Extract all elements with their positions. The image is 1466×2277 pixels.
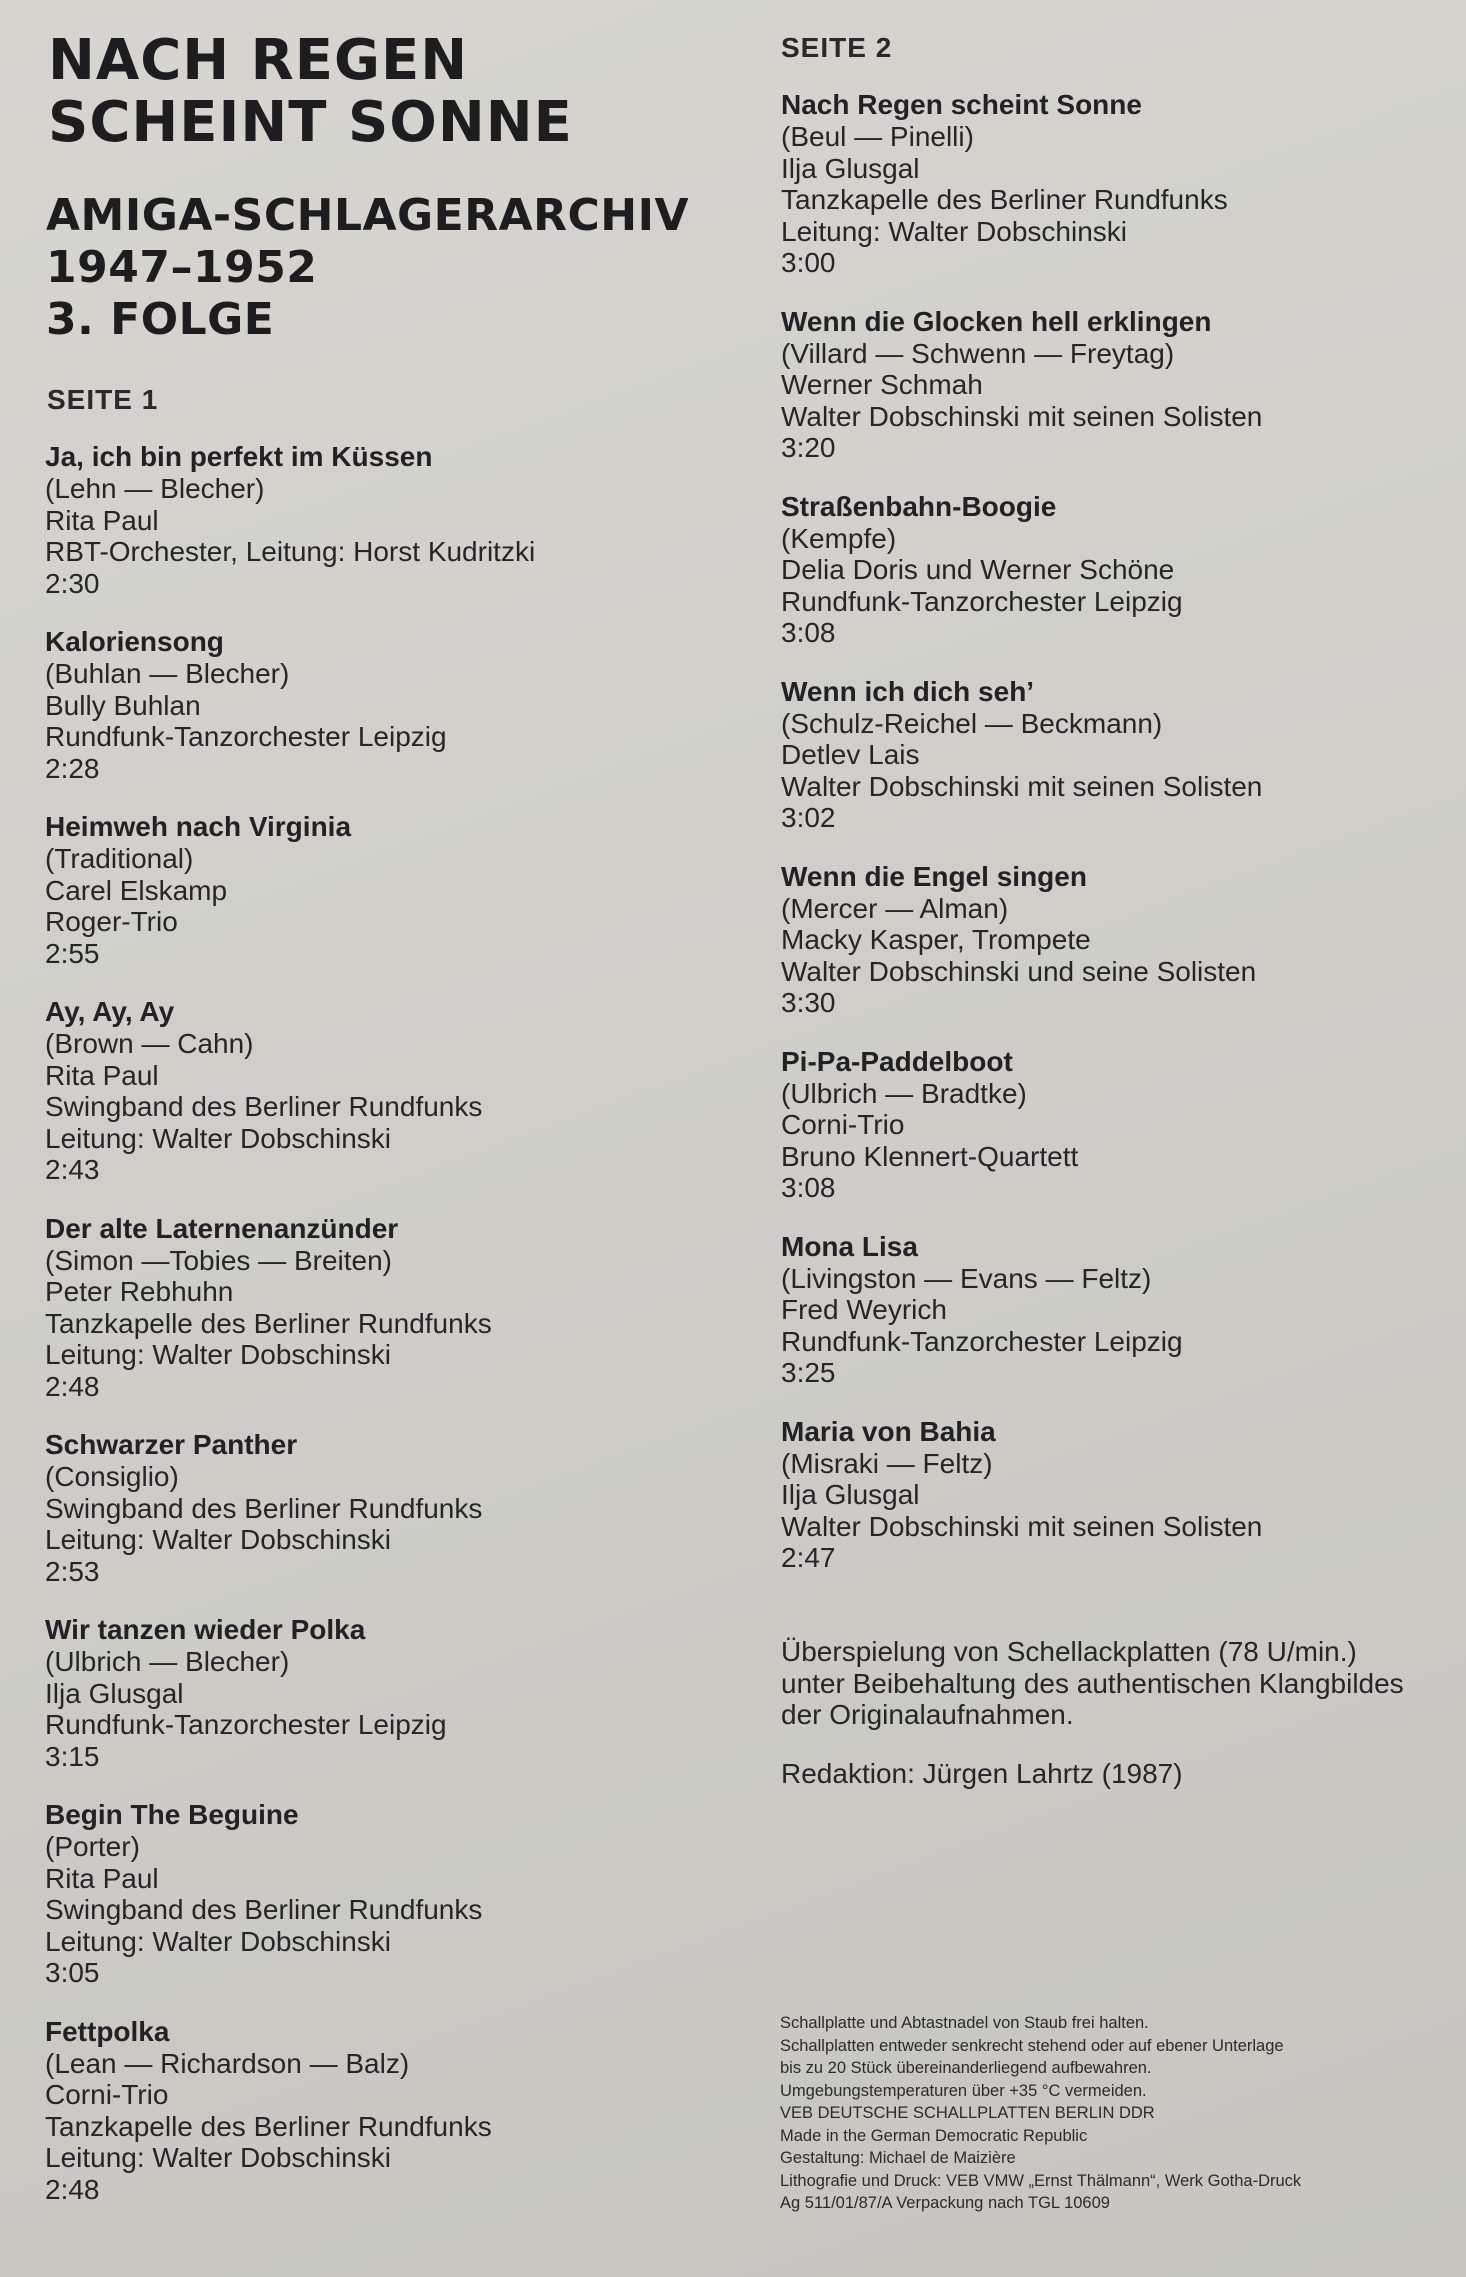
track-title: Begin The Beguine — [45, 1799, 299, 1830]
fineprint-line: bis zu 20 Stück übereinanderliegend aufbewahren. — [780, 2059, 1152, 2077]
track-credit-line: Walter Dobschinski mit seinen Solisten — [781, 400, 1263, 432]
track-credit-line: Leitung: Walter Dobschinski — [45, 1339, 392, 1370]
album-title — [48, 30, 573, 154]
fineprint-line: Umgebungstemperaturen über +35 °C vermeiden. — [780, 2081, 1147, 2100]
track-credit-line: Tanzkapelle des Berliner Rundfunks — [45, 1307, 492, 1339]
track-title: Ja, ich bin perfekt im Küssen — [45, 441, 433, 472]
track-credit-line: (Misraki — Feltz) — [781, 1447, 993, 1479]
track-credit-line: Rundfunk-Tanzorchester Leipzig — [45, 721, 447, 752]
track-entry — [45, 1213, 745, 1403]
side-1-heading: SEITE 1 — [47, 384, 159, 415]
track-entry — [45, 1614, 745, 1772]
track-credit-line: Walter Dobschinski und seine Solisten — [781, 955, 1257, 987]
track-credit-line: Rundfunk-Tanzorchester Leipzig — [781, 585, 1183, 617]
track-credit-line: Leitung: Walter Dobschinski — [45, 1925, 392, 1957]
series-subtitle-line: 1947–1952 — [46, 242, 318, 293]
track-credit-line: (Brown — Cahn) — [45, 1028, 254, 1059]
album-title-line: SCHEINT SONNE — [48, 90, 573, 155]
track-credit-line: (Ulbrich — Blecher) — [45, 1646, 290, 1677]
track-credit-line: (Buhlan — Blecher) — [45, 658, 290, 689]
track-credit-line: (Lean — Richardson — Balz) — [45, 2047, 410, 2079]
track-duration: 2:43 — [45, 1154, 100, 1185]
track-credit-line: RBT-Orchester, Leitung: Horst Kudritzki — [45, 536, 536, 567]
track-duration: 2:28 — [45, 752, 100, 784]
track-credit-line: (Consiglio) — [45, 1461, 179, 1492]
track-duration: 3:30 — [781, 987, 836, 1018]
track-entry — [45, 1799, 745, 1989]
track-credit-line: Carel Elskamp — [45, 874, 228, 906]
transfer-note-line: unter Beibehaltung des authentischen Klangbildes — [781, 1667, 1404, 1699]
track-entry — [781, 1046, 1461, 1204]
fineprint-line: Ag 511/01/87/A Verpackung nach TGL 10609 — [780, 2194, 1110, 2212]
track-title: Der alte Laternenanzünder — [45, 1212, 399, 1244]
fineprint-line: Gestaltung: Michael de Maizière — [780, 2149, 1016, 2167]
track-credit-line: Macky Kasper, Trompete — [781, 924, 1091, 955]
track-credit-line: Leitung: Walter Dobschinski — [45, 1122, 392, 1154]
track-credit-line: Walter Dobschinski mit seinen Solisten — [781, 1510, 1263, 1542]
track-credit-line: Swingband des Berliner Rundfunks — [45, 1894, 483, 1925]
fineprint-line: Made in the German Democratic Republic — [780, 2126, 1088, 2145]
track-duration: 3:05 — [45, 1957, 100, 1988]
track-entry — [781, 306, 1461, 464]
track-credit-line: Rita Paul — [45, 1059, 159, 1091]
track-credit-line: (Ulbrich — Bradtke) — [781, 1077, 1027, 1109]
track-credit-line: Tanzkapelle des Berliner Rundfunks — [781, 184, 1228, 215]
fineprint-line: Schallplatte und Abtastnadel von Staub frei halten. — [780, 2014, 1149, 2032]
track-entry — [781, 1416, 1461, 1574]
track-title: Wenn die Engel singen — [781, 860, 1087, 892]
track-entry — [781, 491, 1461, 649]
fineprint-line: VEB DEUTSCHE SCHALLPLATTEN BERLIN DDR — [780, 2104, 1155, 2122]
track-duration: 2:48 — [45, 2173, 100, 2205]
transfer-note-line: der Originalaufnahmen. — [781, 1699, 1074, 1730]
track-title: Fettpolka — [45, 2015, 170, 2047]
track-title: Schwarzer Panther — [45, 1429, 298, 1460]
track-entry — [45, 996, 745, 1186]
track-credit-line: (Schulz-Reichel — Beckmann) — [781, 707, 1163, 739]
track-credit-line: Corni-Trio — [781, 1109, 905, 1140]
track-credit-line: Ilja Glusgal — [781, 1479, 920, 1510]
track-entry — [781, 89, 1461, 279]
track-duration: 3:08 — [781, 1172, 836, 1203]
track-duration: 3:25 — [781, 1357, 836, 1388]
track-credit-line: Rundfunk-Tanzorchester Leipzig — [781, 1325, 1183, 1357]
series-subtitle-line: 3. FOLGE — [46, 294, 275, 345]
track-credit-line: Leitung: Walter Dobschinski — [45, 2142, 392, 2173]
track-duration: 2:47 — [781, 1542, 836, 1573]
track-entry — [45, 441, 745, 599]
track-credit-line: Walter Dobschinski mit seinen Solisten — [781, 770, 1263, 802]
track-entry — [45, 811, 745, 969]
track-credit-line: (Beul — Pinelli) — [781, 121, 974, 152]
series-subtitle-line: AMIGA-SCHLAGERARCHIV — [46, 190, 690, 241]
track-credit-line: (Livingston — Evans — Feltz) — [781, 1262, 1152, 1294]
side-2-track-list — [781, 89, 1461, 1601]
track-credit-line: (Traditional) — [45, 843, 194, 874]
track-credit-line: Tanzkapelle des Berliner Rundfunks — [45, 2110, 492, 2142]
album-title-line: NACH REGEN — [48, 28, 469, 93]
track-credit-line: Detlev Lais — [781, 739, 920, 770]
transfer-notes — [781, 1636, 1461, 1789]
track-credit-line: (Villard — Schwenn — Freytag) — [781, 337, 1175, 369]
track-credit-line: Swingband des Berliner Rundfunks — [45, 1492, 483, 1524]
track-entry — [45, 626, 745, 784]
track-credit-line: Ilja Glusgal — [781, 152, 920, 184]
side-1-track-list — [45, 441, 745, 2232]
track-credit-line: Bully Buhlan — [45, 689, 201, 721]
track-entry — [781, 676, 1461, 834]
series-subtitle — [46, 190, 689, 346]
track-title: Pi-Pa-Paddelboot — [781, 1045, 1013, 1077]
track-duration: 3:02 — [781, 802, 836, 833]
fineprint-line: Lithografie und Druck: VEB VMW „Ernst Thälmann“, Werk Gotha-Druck — [780, 2171, 1302, 2190]
track-credit-line: (Lehn — Blecher) — [45, 473, 265, 504]
track-title: Mona Lisa — [781, 1230, 918, 1262]
side-2-heading: SEITE 2 — [781, 32, 893, 63]
track-duration: 3:15 — [45, 1740, 100, 1772]
track-entry — [45, 1429, 745, 1587]
track-title: Kaloriensong — [45, 626, 224, 657]
track-title: Heimweh nach Virginia — [45, 811, 352, 842]
track-credit-line: Peter Rebhuhn — [45, 1276, 234, 1307]
track-credit-line: Fred Weyrich — [781, 1294, 947, 1325]
track-credit-line: Corni-Trio — [45, 2079, 169, 2110]
track-credit-line: (Simon —Tobies — Breiten) — [45, 1244, 393, 1276]
track-title: Wenn ich dich seh’ — [781, 675, 1035, 707]
track-title: Nach Regen scheint Sonne — [781, 89, 1142, 120]
track-credit-line: Leitung: Walter Dobschinski — [45, 1524, 392, 1555]
track-title: Wir tanzen wieder Polka — [45, 1614, 366, 1645]
track-credit-line: Werner Schmah — [781, 369, 983, 400]
transfer-note-line: Überspielung von Schellackplatten (78 U/min.) — [781, 1636, 1357, 1667]
track-credit-line: Delia Doris und Werner Schöne — [781, 554, 1175, 585]
track-entry — [781, 861, 1461, 1019]
track-title: Ay, Ay, Ay — [45, 996, 175, 1027]
redaktion-credit: Redaktion: Jürgen Lahrtz (1987) — [781, 1757, 1183, 1789]
track-entry — [45, 2016, 745, 2206]
track-credit-line: Roger-Trio — [45, 906, 178, 937]
track-credit-line: Swingband des Berliner Rundfunks — [45, 1091, 483, 1122]
fineprint-block — [780, 2012, 1460, 2215]
fineprint-line: Schallplatten entweder senkrecht stehend oder auf ebener Unterlage — [780, 2036, 1284, 2055]
track-credit-line: (Kempfe) — [781, 522, 897, 554]
track-credit-line: Bruno Klennert-Quartett — [781, 1140, 1079, 1172]
track-title: Straßenbahn-Boogie — [781, 490, 1057, 522]
track-duration: 2:53 — [45, 1555, 100, 1587]
track-duration: 2:48 — [45, 1370, 100, 1402]
track-duration: 3:08 — [781, 617, 836, 648]
track-title: Wenn die Glocken hell erklingen — [781, 305, 1212, 337]
track-credit-line: Rundfunk-Tanzorchester Leipzig — [45, 1709, 447, 1740]
track-duration: 3:00 — [781, 247, 836, 278]
track-credit-line: (Mercer — Alman) — [781, 892, 1009, 924]
track-credit-line: Rita Paul — [45, 1862, 159, 1894]
track-duration: 2:55 — [45, 937, 100, 969]
track-credit-line: Rita Paul — [45, 504, 159, 536]
track-credit-line: Leitung: Walter Dobschinski — [781, 215, 1128, 247]
track-duration: 3:20 — [781, 432, 836, 463]
track-credit-line: Ilja Glusgal — [45, 1677, 184, 1709]
track-credit-line: (Porter) — [45, 1831, 140, 1862]
track-entry — [781, 1231, 1461, 1389]
track-duration: 2:30 — [45, 567, 100, 599]
track-title: Maria von Bahia — [781, 1415, 996, 1447]
